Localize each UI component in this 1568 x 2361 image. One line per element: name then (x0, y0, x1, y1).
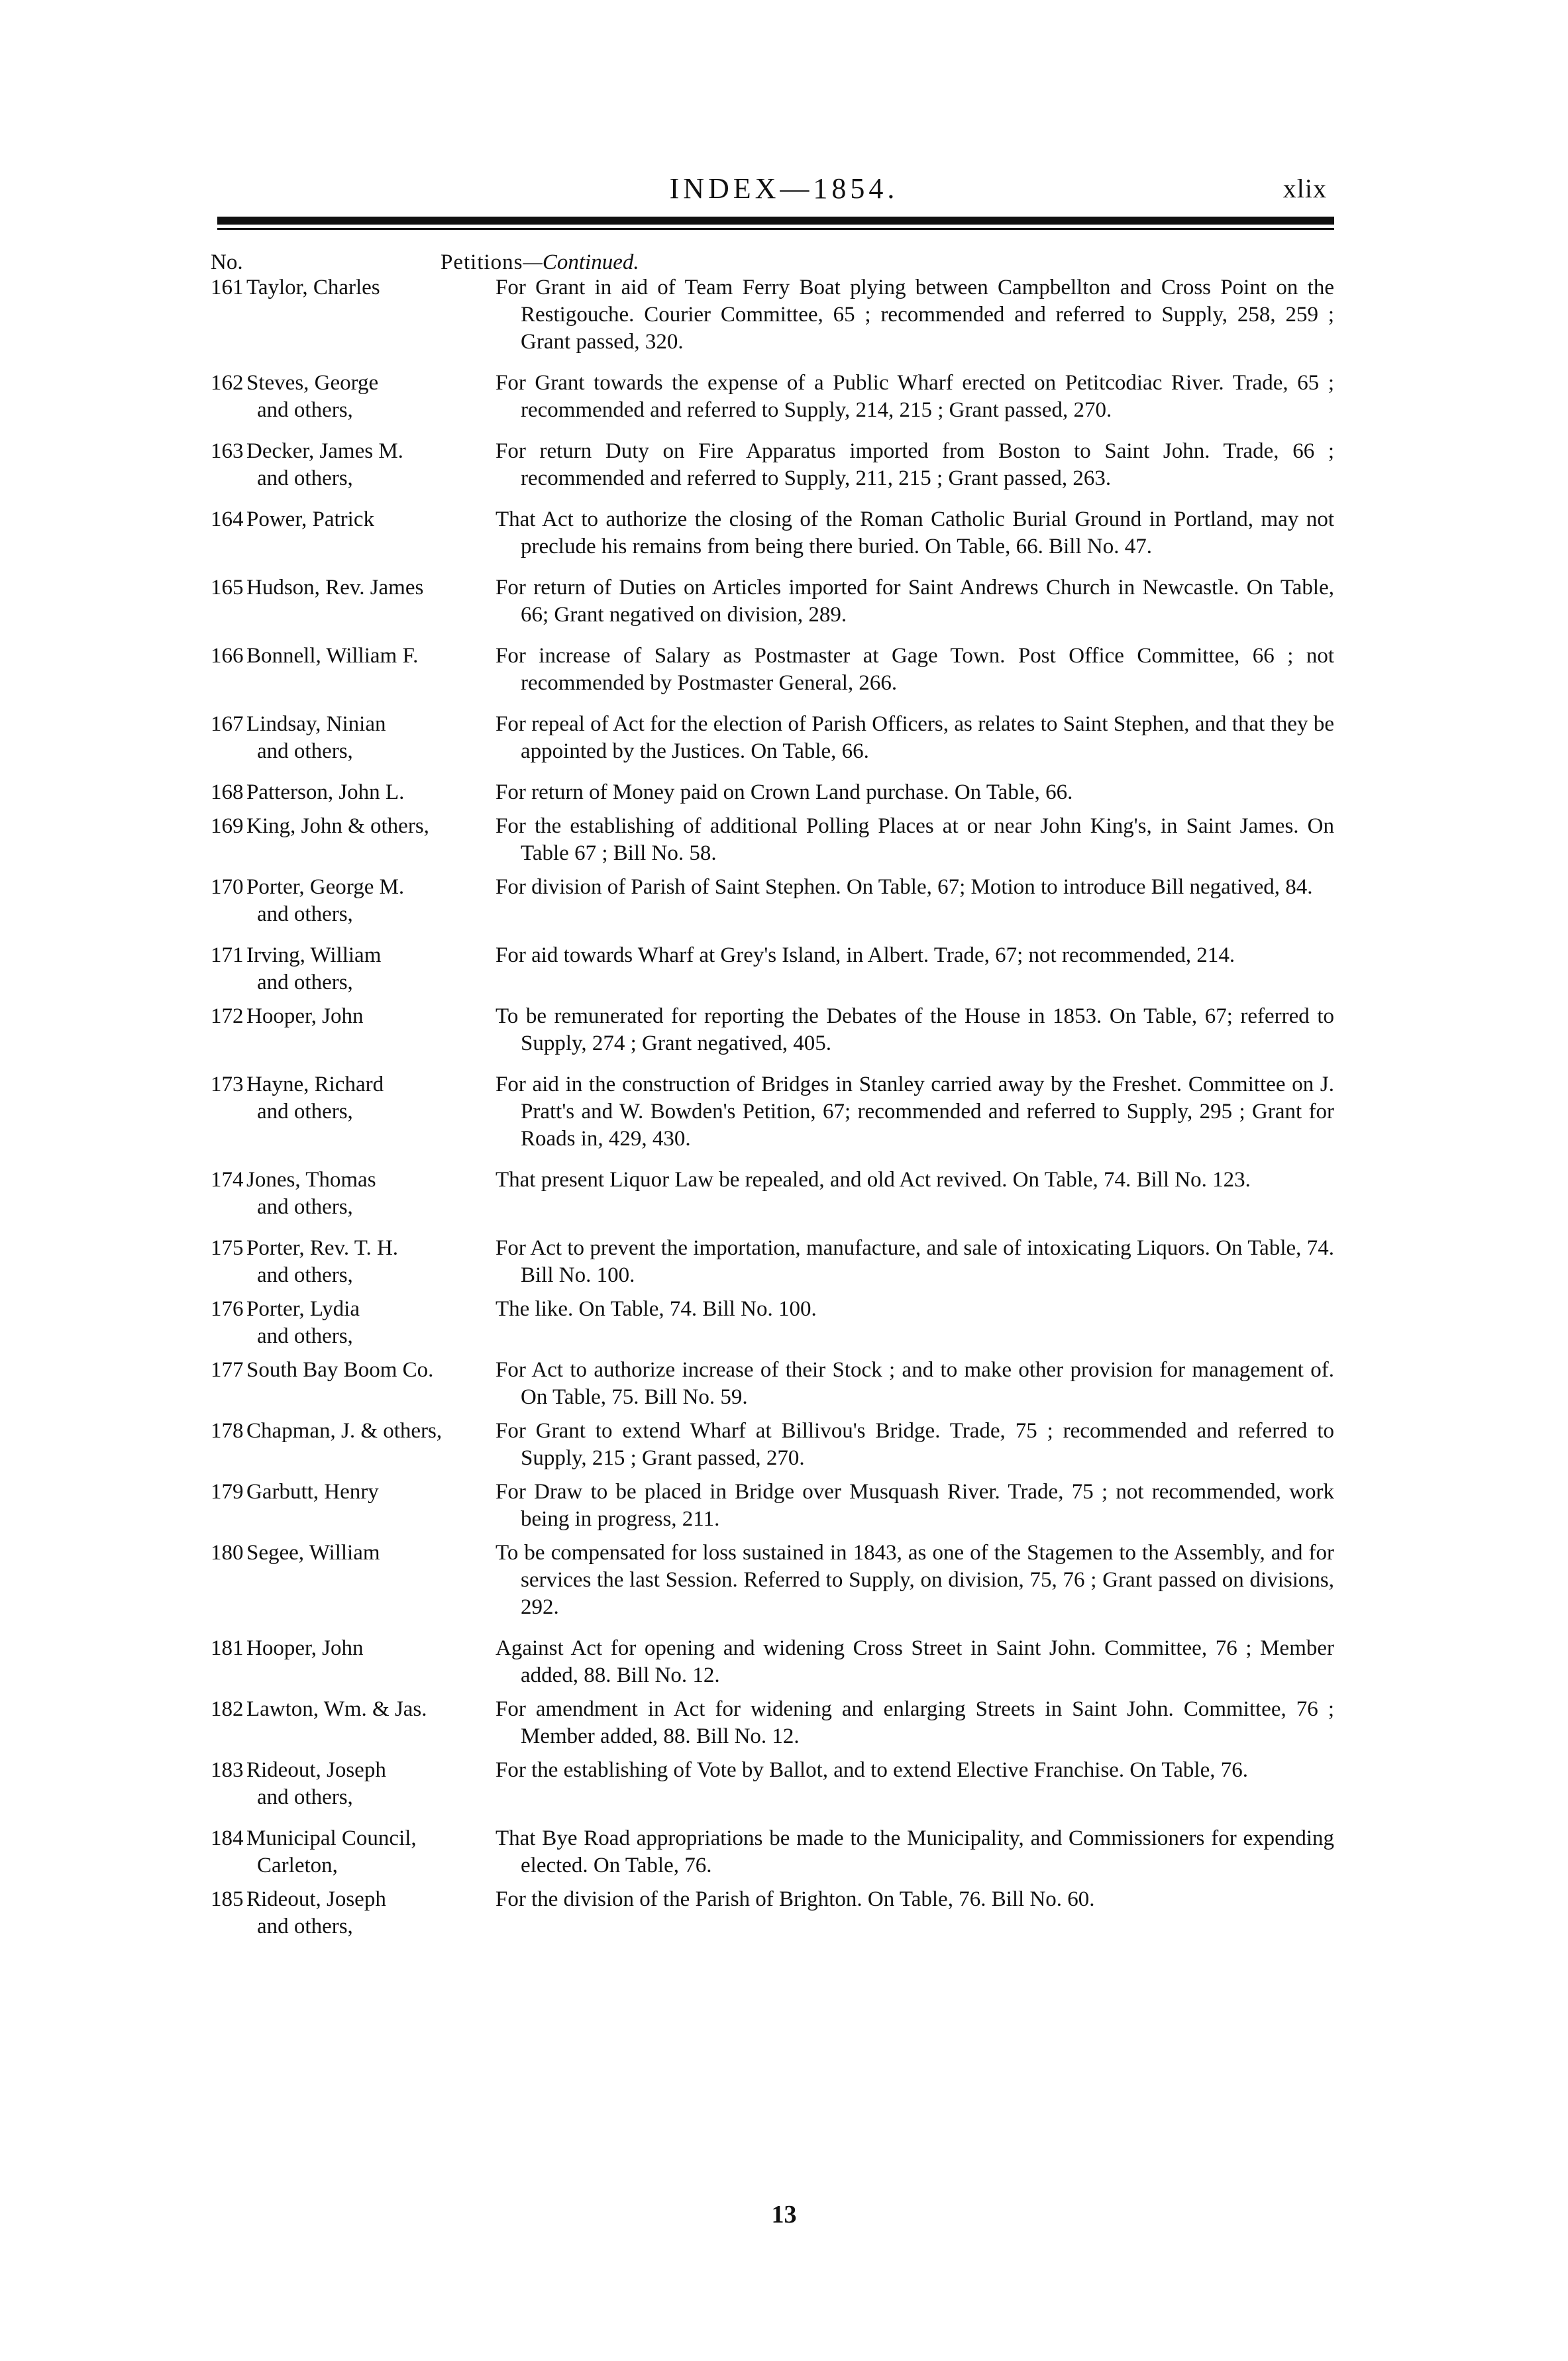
petitioner-name: Patterson, John L. (246, 780, 405, 804)
index-entry (211, 370, 1334, 424)
index-entry (211, 506, 1334, 560)
index-entry (211, 274, 1334, 356)
entry-number: 179 (211, 1480, 244, 1504)
petitioner-name: Municipal Council, (246, 1826, 417, 1850)
petition-summary: The like. On Table, 74. Bill No. 100. (496, 1297, 817, 1321)
petitioner (211, 779, 496, 806)
running-head (0, 169, 1568, 215)
index-entry (211, 813, 1334, 867)
index-entry (211, 711, 1334, 765)
page-title: INDEX—1854. (669, 172, 899, 205)
petitioner-name: Irving, William (246, 943, 382, 967)
index-entry (211, 1886, 1334, 1940)
index-entry (211, 1479, 1334, 1533)
petitioner-name: Taylor, Charles (246, 276, 380, 299)
entry-number: 162 (211, 371, 244, 395)
petitioner-name: King, John & others, (246, 814, 429, 838)
petition-summary: For Grant in aid of Team Ferry Boat plying between Campbellton and Cross Point on the Restigouche. Courier Committee, 65 ; recommended and referred to Supply, 258, 259 ; Grant passed, 320. (496, 276, 1334, 354)
petitioner (211, 1757, 496, 1811)
entry-number: 174 (211, 1168, 244, 1192)
petitioner-name-continued: and others, (257, 971, 353, 994)
index-entry (211, 1540, 1334, 1621)
petitioner-name: Hooper, John (246, 1636, 364, 1660)
petitioner-name: Jones, Thomas (246, 1168, 376, 1192)
entry-number: 173 (211, 1073, 244, 1096)
petitioner (211, 1479, 496, 1506)
index-entry (211, 1003, 1334, 1057)
entry-number: 171 (211, 943, 244, 967)
petition-summary: That present Liquor Law be repealed, and old Act revived. On Table, 74. Bill No. 123. (496, 1168, 1251, 1192)
petitioner (211, 574, 496, 602)
petition-summary: For repeal of Act for the election of Parish Officers, as relates to Saint Stephen, and that they be appointed by the Justices. On Table, 66. (496, 712, 1334, 763)
petitioner (211, 1296, 496, 1350)
petition-summary: For Grant towards the expense of a Public Wharf erected on Petitcodiac River. Trade, 65 ; recommended and referred to Supply, 214, 215 ; Grant passed, 270. (496, 371, 1334, 422)
petition-summary: For return of Duties on Articles imported for Saint Andrews Church in Newcastle. On Table, 66; Grant negatived on division, 289. (496, 576, 1334, 627)
entry-number: 181 (211, 1636, 244, 1660)
petition-summary: For amendment in Act for widening and enlarging Streets in Saint John. Committee, 76 ; Member added, 88. Bill No. 12. (496, 1697, 1334, 1748)
petitioner (211, 370, 496, 424)
petitioner (211, 1003, 496, 1030)
petitioner-name-continued: and others, (257, 398, 353, 422)
petitioner-name-continued: and others, (257, 1263, 353, 1287)
entry-number: 169 (211, 814, 244, 838)
entry-number: 178 (211, 1419, 244, 1443)
petitioner (211, 1235, 496, 1289)
petition-summary: To be compensated for loss sustained in 1843, as one of the Stagemen to the Assembly, and for services the last Session. Referred to Supply, on division, 75, 76 ; Grant passed on divisions, 292. (496, 1541, 1334, 1619)
petitioner-name: Steves, George (246, 371, 379, 395)
petitioner-name: South Bay Boom Co. (246, 1358, 434, 1382)
entry-number: 168 (211, 780, 244, 804)
petition-summary: For Draw to be placed in Bridge over Musquash River. Trade, 75 ; not recommended, work being in progress, 211. (496, 1480, 1334, 1531)
entry-number: 164 (211, 507, 244, 531)
petition-summary: To be remunerated for reporting the Debates of the House in 1853. On Table, 67; referred to Supply, 274 ; Grant negatived, 405. (496, 1004, 1334, 1055)
petitioner-name-continued: and others, (257, 1195, 353, 1219)
petitioner-name-continued: and others, (257, 1100, 353, 1124)
petition-summary: For Act to prevent the importation, manufacture, and sale of intoxicating Liquors. On Table, 74. Bill No. 100. (496, 1236, 1334, 1287)
petitioner-name: Hooper, John (246, 1004, 364, 1028)
entry-number: 180 (211, 1541, 244, 1565)
entry-number: 184 (211, 1826, 244, 1850)
petitioner-name-continued: and others, (257, 739, 353, 763)
petition-summary: That Bye Road appropriations be made to the Municipality, and Commissioners for expending elected. On Table, 76. (496, 1826, 1334, 1877)
column-head-number: No. (211, 250, 243, 274)
index-entries (211, 274, 1334, 1954)
index-entry (211, 874, 1334, 928)
petitioner (211, 1825, 496, 1879)
entry-number: 166 (211, 644, 244, 668)
petitioner-name: Power, Patrick (246, 507, 374, 531)
index-entry (211, 1757, 1334, 1811)
index-entry (211, 1635, 1334, 1689)
index-entry (211, 1296, 1334, 1350)
petition-summary: For return of Money paid on Crown Land purchase. On Table, 66. (496, 780, 1073, 804)
petitioner-name: Hudson, Rev. James (246, 576, 424, 600)
index-entry (211, 643, 1334, 697)
petitioner-name: Porter, George M. (246, 875, 405, 899)
index-entry (211, 1696, 1334, 1750)
petition-summary: That Act to authorize the closing of the Roman Catholic Burial Ground in Portland, may not preclude his remains from being there buried. On Table, 66. Bill No. 47. (496, 507, 1334, 558)
entry-number: 182 (211, 1697, 244, 1721)
petitioner (211, 1540, 496, 1567)
petition-summary: For the division of the Parish of Brighton. On Table, 76. Bill No. 60. (496, 1887, 1095, 1911)
petitioner-name: Rideout, Joseph (246, 1758, 386, 1782)
petition-summary: For the establishing of additional Polling Places at or near John King's, in Saint James. On Table 67 ; Bill No. 58. (496, 814, 1334, 865)
page-number-roman: xlix (1282, 174, 1327, 203)
petitioner-name: Chapman, J. & others, (246, 1419, 443, 1443)
entry-number: 177 (211, 1358, 244, 1382)
petitioner (211, 274, 496, 301)
index-entry (211, 438, 1334, 492)
header-rule-thin (217, 228, 1334, 230)
section-heading-continued: —Continued. (523, 250, 639, 274)
petitioner (211, 1071, 496, 1126)
petition-summary: For aid in the construction of Bridges in Stanley carried away by the Freshet. Committee on J. Pratt's and W. Bowden's Petition, 67; recommended and referred to Supply, 295 ; Grant for Roads in, 429, 430. (496, 1073, 1334, 1151)
petitioner-name: Segee, William (246, 1541, 380, 1565)
header-rule-thick (217, 217, 1334, 225)
index-entry (211, 1357, 1334, 1411)
entry-number: 172 (211, 1004, 244, 1028)
petitioner-name: Bonnell, William F. (246, 644, 419, 668)
petitioner (211, 874, 496, 928)
section-heading-label: Petitions (441, 250, 523, 274)
entry-number: 165 (211, 576, 244, 600)
petitioner (211, 1167, 496, 1221)
entry-number: 167 (211, 712, 244, 736)
petitioner (211, 1696, 496, 1723)
petitioner-name: Decker, James M. (246, 439, 403, 463)
section-heading (441, 248, 639, 277)
index-entry (211, 1235, 1334, 1289)
petitioner-name: Porter, Lydia (246, 1297, 360, 1321)
petitioner-name-continued: and others, (257, 902, 353, 926)
petitioner (211, 1635, 496, 1662)
petitioner (211, 813, 496, 840)
petition-summary: For return Duty on Fire Apparatus imported from Boston to Saint John. Trade, 66 ; recommended and referred to Supply, 211, 215 ; Grant passed, 263. (496, 439, 1334, 490)
index-entry (211, 1825, 1334, 1879)
petitioner-name-continued: and others, (257, 466, 353, 490)
petitioner-name: Lawton, Wm. & Jas. (246, 1697, 427, 1721)
petition-summary: For the establishing of Vote by Ballot, and to extend Elective Franchise. On Table, 76. (496, 1758, 1248, 1782)
petitioner (211, 942, 496, 996)
petitioner-name: Lindsay, Ninian (246, 712, 386, 736)
petitioner-name-continued: and others, (257, 1915, 353, 1938)
petitioner-name: Garbutt, Henry (246, 1480, 379, 1504)
petitioner-name: Rideout, Joseph (246, 1887, 386, 1911)
petitioner-name-continued: and others, (257, 1785, 353, 1809)
entry-number: 163 (211, 439, 244, 463)
petition-summary: For aid towards Wharf at Grey's Island, in Albert. Trade, 67; not recommended, 214. (496, 943, 1235, 967)
petitioner (211, 1357, 496, 1384)
petitioner (211, 1418, 496, 1445)
entry-number: 183 (211, 1758, 244, 1782)
entry-number: 170 (211, 875, 244, 899)
petitioner (211, 711, 496, 765)
entry-number: 175 (211, 1236, 244, 1260)
petitioner-name: Hayne, Richard (246, 1073, 384, 1096)
index-entry (211, 779, 1334, 806)
petitioner-name: Porter, Rev. T. H. (246, 1236, 399, 1260)
petitioner (211, 643, 496, 670)
folio-number: 13 (771, 2201, 797, 2229)
index-entry (211, 1418, 1334, 1472)
entry-number: 161 (211, 276, 244, 299)
index-entry (211, 942, 1334, 996)
index-entry (211, 574, 1334, 629)
petition-summary: Against Act for opening and widening Cross Street in Saint John. Committee, 76 ; Member added, 88. Bill No. 12. (496, 1636, 1334, 1687)
index-entry (211, 1167, 1334, 1221)
petitioner (211, 1886, 496, 1940)
petition-summary: For division of Parish of Saint Stephen. On Table, 67; Motion to introduce Bill negatived, 84. (496, 875, 1313, 899)
petitioner-name-continued: and others, (257, 1324, 353, 1348)
entry-number: 176 (211, 1297, 244, 1321)
petition-summary: For Act to authorize increase of their Stock ; and to make other provision for management of. On Table, 75. Bill No. 59. (496, 1358, 1334, 1409)
index-entry (211, 1071, 1334, 1153)
entry-number: 185 (211, 1887, 244, 1911)
petitioner (211, 438, 496, 492)
petitioner (211, 506, 496, 533)
petitioner-name-continued: Carleton, (257, 1854, 338, 1877)
petition-summary: For increase of Salary as Postmaster at Gage Town. Post Office Committee, 66 ; not recommended by Postmaster General, 266. (496, 644, 1334, 695)
petition-summary: For Grant to extend Wharf at Billivou's Bridge. Trade, 75 ; recommended and referred to Supply, 215 ; Grant passed, 270. (496, 1419, 1334, 1470)
